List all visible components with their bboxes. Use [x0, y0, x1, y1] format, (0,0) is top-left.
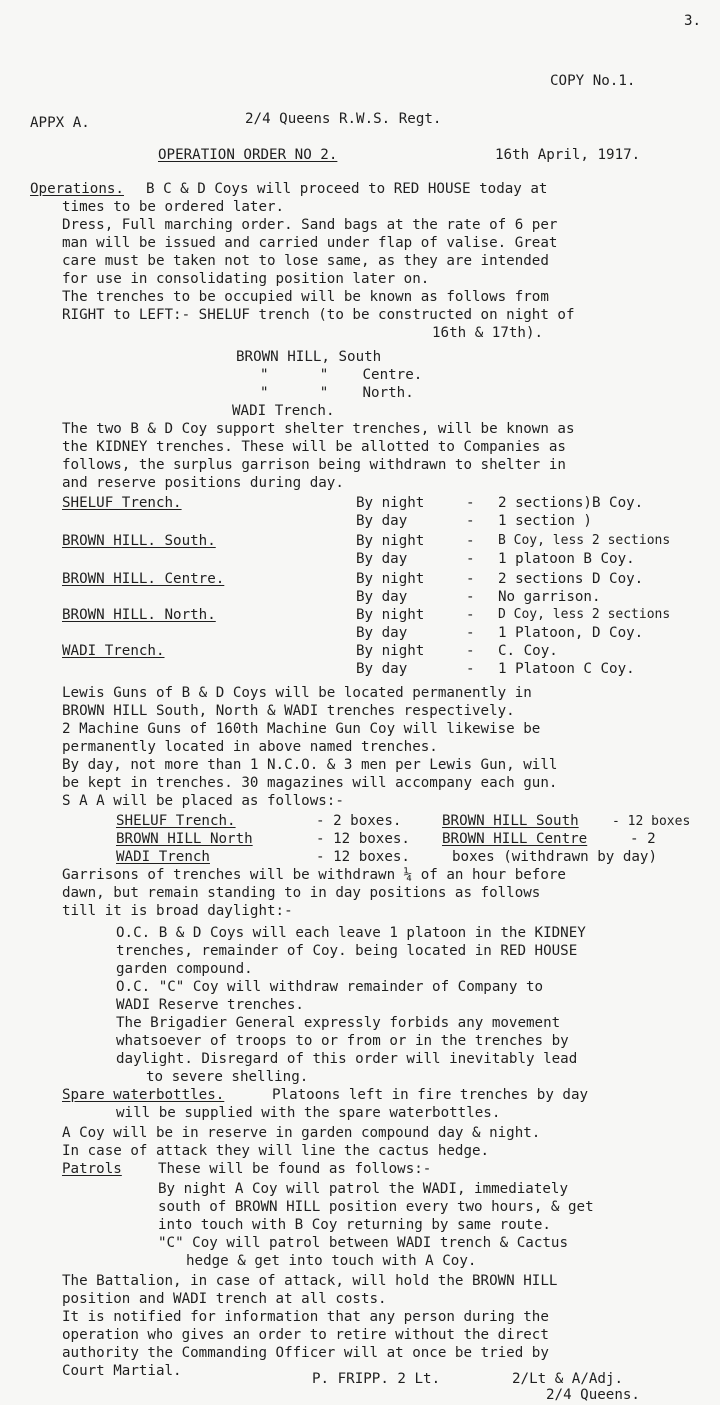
text-line: authority the Commanding Officer will at once be tried by — [62, 1345, 549, 1361]
text-line: operation who gives an order to retire without the direct — [62, 1327, 549, 1343]
text-line: man will be issued and carried under flap of valise. Great — [62, 235, 558, 251]
text-line: daylight. Disregard of this order will inevitably lead — [116, 1051, 578, 1067]
text-line: BROWN HILL South, North & WADI trenches respectively. — [62, 703, 515, 719]
signatory-name: P. FRIPP. 2 Lt. — [312, 1371, 441, 1387]
page-number: 3. — [684, 13, 702, 29]
text-line: B C & D Coys will proceed to RED HOUSE today at — [146, 181, 548, 197]
patrols-heading: Patrols — [62, 1161, 122, 1177]
order-date: 16th April, 1917. — [495, 147, 641, 163]
saa-boxes: - 2 — [630, 831, 656, 847]
text-line: " " Centre. — [260, 367, 423, 383]
trench-name: BROWN HILL. South. — [62, 533, 216, 549]
saa-trench: BROWN HILL Centre — [442, 831, 588, 847]
allot-dash: - — [466, 495, 475, 511]
allot-when: By night — [356, 571, 425, 587]
text-line: A Coy will be in reserve in garden compound day & night. — [62, 1125, 541, 1141]
text-line: The Brigadier General expressly forbids any movement — [116, 1015, 561, 1031]
saa-note: boxes (withdrawn by day) — [452, 849, 657, 865]
allot-garrison: 2 sections D Coy. — [498, 571, 644, 587]
text-line: trenches, remainder of Coy. being located in RED HOUSE — [116, 943, 578, 959]
allot-garrison: 1 section ) — [498, 513, 592, 529]
allot-when: By day — [356, 625, 408, 641]
text-line: 16th & 17th). — [432, 325, 544, 341]
text-line: dawn, but remain standing to in day positions as follows — [62, 885, 541, 901]
saa-boxes: - 12 boxes. — [316, 831, 410, 847]
text-line: The Battalion, in case of attack, will hold the BROWN HILL — [62, 1273, 558, 1289]
allot-garrison: No garrison. — [498, 589, 601, 605]
allot-when: By day — [356, 589, 408, 605]
allot-garrison: D Coy, less 2 sections — [498, 607, 671, 622]
allot-garrison: 1 Platoon C Coy. — [498, 661, 635, 677]
text-line: Garrisons of trenches will be withdrawn ¼ of an hour before — [62, 867, 566, 883]
text-line: hedge & get into touch with A Coy. — [186, 1253, 477, 1269]
text-line: the KIDNEY trenches. These will be allotted to Companies as — [62, 439, 566, 455]
text-line: to severe shelling. — [146, 1069, 309, 1085]
allot-dash: - — [466, 625, 475, 641]
saa-trench: SHELUF Trench. — [116, 813, 236, 829]
text-line: garden compound. — [116, 961, 253, 977]
allot-garrison: B Coy, less 2 sections — [498, 533, 671, 548]
trench-name: BROWN HILL. North. — [62, 607, 216, 623]
allot-dash: - — [466, 571, 475, 587]
text-line: These will be found as follows:- — [158, 1161, 432, 1177]
allot-dash: - — [466, 661, 475, 677]
allot-when: By night — [356, 607, 425, 623]
text-line: Lewis Guns of B & D Coys will be located permanently in — [62, 685, 532, 701]
text-line: WADI Reserve trenches. — [116, 997, 304, 1013]
text-line: into touch with B Coy returning by same route. — [158, 1217, 551, 1233]
text-line: WADI Trench. — [232, 403, 335, 419]
saa-trench: WADI Trench — [116, 849, 210, 865]
allot-garrison: C. Coy. — [498, 643, 558, 659]
saa-trench: BROWN HILL South — [442, 813, 579, 829]
text-line: By day, not more than 1 N.C.O. & 3 men per Lewis Gun, will — [62, 757, 558, 773]
text-line: O.C. "C" Coy will withdraw remainder of Company to — [116, 979, 544, 995]
allot-when: By day — [356, 661, 408, 677]
operations-heading: Operations. — [30, 181, 124, 197]
allot-garrison: 1 platoon B Coy. — [498, 551, 635, 567]
text-line: whatsoever of troops to or from or in the trenches by — [116, 1033, 569, 1049]
trench-name: SHELUF Trench. — [62, 495, 182, 511]
text-line: RIGHT to LEFT:- SHELUF trench (to be constructed on night of — [62, 307, 575, 323]
text-line: By night A Coy will patrol the WADI, immediately — [158, 1181, 568, 1197]
text-line: Platoons left in fire trenches by day — [272, 1087, 589, 1103]
copy-number: COPY No.1. — [550, 73, 636, 89]
text-line: position and WADI trench at all costs. — [62, 1291, 387, 1307]
text-line: O.C. B & D Coys will each leave 1 platoon in the KIDNEY — [116, 925, 586, 941]
allot-dash: - — [466, 643, 475, 659]
text-line: " " North. — [260, 385, 414, 401]
text-line: Dress, Full marching order. Sand bags at the rate of 6 per — [62, 217, 558, 233]
unit-heading: 2/4 Queens R.W.S. Regt. — [245, 111, 442, 127]
spare-heading: Spare waterbottles. — [62, 1087, 225, 1103]
signatory-unit: 2/4 Queens. — [546, 1387, 640, 1403]
text-line: S A A will be placed as follows:- — [62, 793, 344, 809]
saa-boxes: - 2 boxes. — [316, 813, 402, 829]
order-title: OPERATION ORDER NO 2. — [158, 147, 338, 163]
trench-name: BROWN HILL. Centre. — [62, 571, 225, 587]
text-line: south of BROWN HILL position every two hours, & get — [158, 1199, 594, 1215]
text-line: "C" Coy will patrol between WADI trench & Cactus — [158, 1235, 568, 1251]
saa-trench: BROWN HILL North — [116, 831, 253, 847]
allot-when: By night — [356, 495, 425, 511]
trench-name: WADI Trench. — [62, 643, 165, 659]
allot-when: By day — [356, 513, 408, 529]
signatory-rank: 2/Lt & A/Adj. — [512, 1371, 624, 1387]
saa-boxes: - 12 boxes — [612, 814, 691, 829]
text-line: for use in consolidating position later on. — [62, 271, 430, 287]
text-line: care must be taken not to lose same, as they are intended — [62, 253, 549, 269]
text-line: follows, the surplus garrison being withdrawn to shelter in — [62, 457, 566, 473]
allot-dash: - — [466, 551, 475, 567]
text-line: be kept in trenches. 30 magazines will accompany each gun. — [62, 775, 558, 791]
allot-when: By night — [356, 643, 425, 659]
text-line: In case of attack they will line the cactus hedge. — [62, 1143, 490, 1159]
allot-garrison: 2 sections)B Coy. — [498, 495, 644, 511]
text-line: The two B & D Coy support shelter trenches, will be known as — [62, 421, 575, 437]
saa-boxes: - 12 boxes. — [316, 849, 410, 865]
allot-when: By night — [356, 533, 425, 549]
text-line: will be supplied with the spare waterbottles. — [116, 1105, 501, 1121]
allot-dash: - — [466, 589, 475, 605]
allot-dash: - — [466, 533, 475, 549]
text-line: till it is broad daylight:- — [62, 903, 293, 919]
text-line: and reserve positions during day. — [62, 475, 344, 491]
appendix-label: APPX A. — [30, 115, 90, 131]
allot-dash: - — [466, 513, 475, 529]
text-line: permanently located in above named trenches. — [62, 739, 438, 755]
text-line: times to be ordered later. — [62, 199, 285, 215]
text-line: It is notified for information that any person during the — [62, 1309, 549, 1325]
text-line: BROWN HILL, South — [236, 349, 382, 365]
text-line: 2 Machine Guns of 160th Machine Gun Coy will likewise be — [62, 721, 541, 737]
allot-dash: - — [466, 607, 475, 623]
text-line: Court Martial. — [62, 1363, 182, 1379]
text-line: The trenches to be occupied will be known as follows from — [62, 289, 549, 305]
allot-garrison: 1 Platoon, D Coy. — [498, 625, 644, 641]
allot-when: By day — [356, 551, 408, 567]
